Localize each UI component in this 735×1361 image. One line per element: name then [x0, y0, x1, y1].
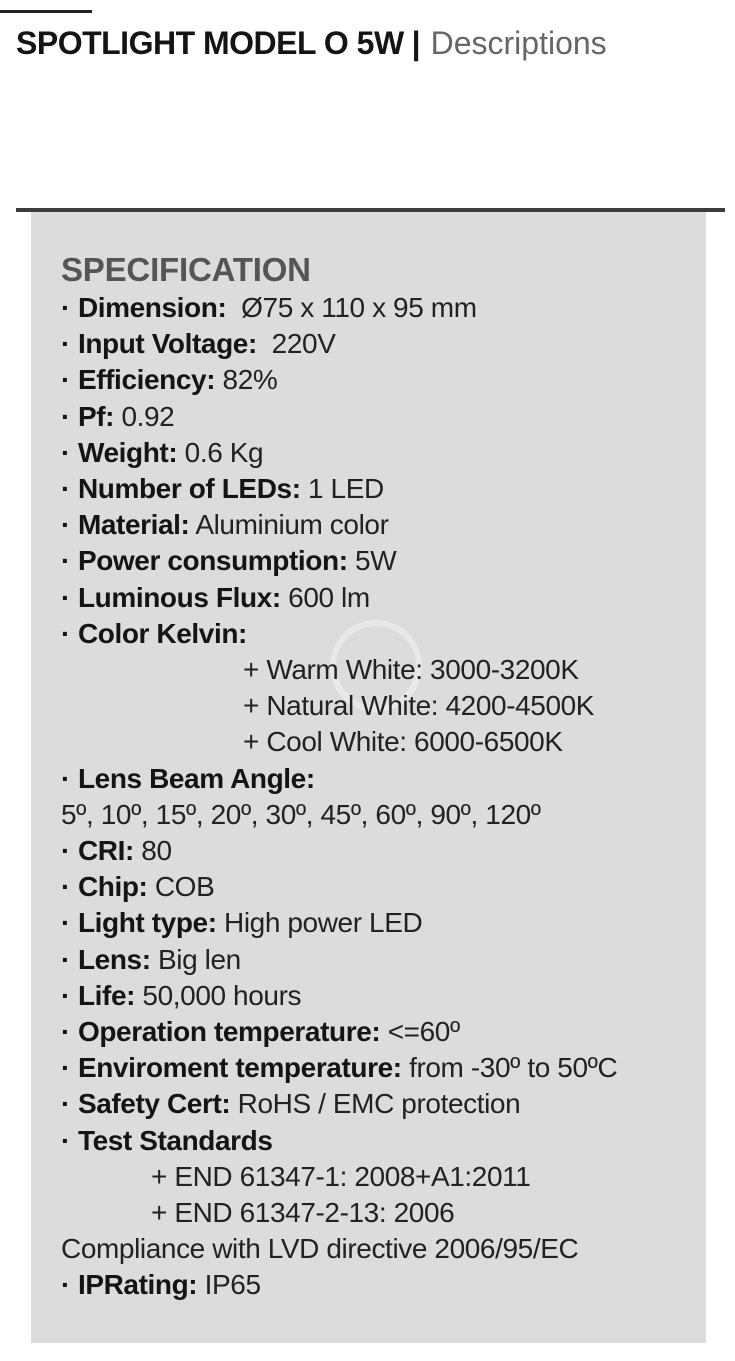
- bullet: ·: [61, 545, 70, 577]
- spec-item-dimension: [61, 290, 701, 326]
- spec-value: 0.92: [114, 400, 175, 432]
- spec-item-lens-beam-angle: [61, 761, 701, 797]
- bullet: ·: [61, 1269, 70, 1301]
- spec-key: IPRating:: [77, 1269, 198, 1301]
- bullet: ·: [61, 907, 70, 939]
- bullet: ·: [61, 1088, 70, 1120]
- bullet: ·: [61, 762, 70, 794]
- bullet: ·: [61, 473, 70, 505]
- spec-item-enviroment-temperature: [61, 1050, 701, 1086]
- spec-value: Ø75 x 110 x 95 mm: [226, 292, 477, 323]
- spec-value: 50,000 hours: [135, 979, 302, 1011]
- bullet: ·: [61, 1016, 70, 1048]
- test-standard: + END 61347-2-13: 2006: [151, 1197, 455, 1229]
- spec-key: Safety Cert:: [77, 1088, 231, 1120]
- spec-key: Chip:: [77, 871, 148, 903]
- spec-key: Operation temperature:: [77, 1016, 381, 1048]
- bullet: ·: [61, 436, 70, 468]
- spec-title: SPECIFICATION: [61, 251, 311, 288]
- spec-key: Test Standards: [77, 1124, 273, 1156]
- spec-item-material: [61, 507, 701, 543]
- spec-value: from -30º to 50ºC: [401, 1052, 618, 1084]
- spec-value: 220V: [256, 328, 336, 360]
- spec-key: Enviroment temperature:: [77, 1052, 402, 1084]
- header-separator: |: [411, 24, 421, 61]
- kelvin-option: + Warm White: 3000-3200K: [243, 654, 579, 686]
- spec-item-operation-temperature: [61, 1014, 701, 1050]
- compliance-note: Compliance with LVD directive 2006/95/EC: [61, 1233, 579, 1265]
- spec-item-luminous-flux: [61, 580, 701, 616]
- spec-value: High power LED: [216, 907, 423, 939]
- spec-content: [61, 250, 701, 1304]
- spec-value: COB: [147, 871, 215, 903]
- spec-item-power-consumption: [61, 543, 701, 579]
- spec-value: Big len: [150, 943, 241, 975]
- spec-item-efficiency: [61, 362, 701, 398]
- spec-item-light-type: [61, 905, 701, 941]
- bullet: ·: [61, 581, 70, 613]
- spec-key: Lens:: [77, 943, 151, 975]
- spec-item-pf: [61, 399, 701, 435]
- spec-value: RoHS / EMC protection: [230, 1088, 521, 1120]
- spec-item-safety-cert: [61, 1086, 701, 1122]
- bullet: ·: [61, 292, 70, 323]
- header-subtitle: Descriptions: [430, 24, 607, 61]
- spec-value: Aluminium color: [189, 509, 389, 541]
- bullet: ·: [61, 509, 70, 541]
- bullet: ·: [61, 1052, 70, 1084]
- spec-item-test-standards: [61, 1123, 701, 1159]
- spec-key: Input Voltage:: [77, 328, 257, 360]
- spec-value: 5W: [347, 545, 397, 577]
- beam-angle-values: 5º, 10º, 15º, 20º, 30º, 45º, 60º, 90º, 120º: [61, 798, 541, 830]
- product-title: SPOTLIGHT MODEL O 5W: [16, 24, 404, 61]
- bullet: ·: [61, 400, 70, 432]
- spec-item-chip: [61, 869, 701, 905]
- bullet: ·: [61, 871, 70, 903]
- bullet: ·: [61, 364, 70, 396]
- spec-key: Pf:: [77, 400, 115, 432]
- spec-value: <=60º: [380, 1016, 460, 1048]
- spec-key: Light type:: [77, 907, 217, 939]
- kelvin-option: + Cool White: 6000-6500K: [243, 726, 563, 758]
- spec-key: Life:: [77, 979, 136, 1011]
- spec-key: Color Kelvin:: [77, 617, 247, 649]
- test-standard: + END 61347-1: 2008+A1:2011: [151, 1160, 531, 1192]
- spec-key: CRI:: [77, 835, 134, 867]
- spec-key: Luminous Flux:: [77, 581, 281, 613]
- spec-key: Material:: [77, 509, 190, 541]
- spec-item-weight: [61, 435, 701, 471]
- kelvin-option: + Natural White: 4200-4500K: [243, 690, 595, 722]
- spec-item-color-kelvin: [61, 616, 701, 652]
- bullet: ·: [61, 1124, 70, 1156]
- page-header: [16, 20, 607, 66]
- spec-key: Power consumption:: [77, 545, 348, 577]
- spec-item-lens: [61, 942, 701, 978]
- bullet: ·: [61, 617, 70, 649]
- bullet: ·: [61, 979, 70, 1011]
- spec-item-number-of-leds: [61, 471, 701, 507]
- spec-value: 80: [133, 835, 172, 867]
- spec-key: Lens Beam Angle:: [77, 762, 315, 794]
- spec-item-ip-rating: [61, 1267, 701, 1303]
- spec-value: IP65: [197, 1269, 261, 1301]
- spec-value: 82%: [215, 364, 278, 396]
- bullet: ·: [61, 943, 70, 975]
- spec-item-life: [61, 978, 701, 1014]
- spec-key: Weight:: [77, 436, 178, 468]
- bullet: ·: [61, 835, 70, 867]
- spec-item-cri: [61, 833, 701, 869]
- spec-value: 1 LED: [300, 473, 384, 505]
- spec-item-input-voltage: [61, 326, 701, 362]
- bullet: ·: [61, 328, 70, 360]
- spec-value: 600 lm: [280, 581, 370, 613]
- spec-value: 0.6 Kg: [177, 436, 264, 468]
- spec-key: Dimension:: [77, 292, 227, 323]
- spec-key: Efficiency:: [77, 364, 216, 396]
- spec-key: Number of LEDs:: [77, 473, 301, 505]
- top-rule: [0, 10, 92, 13]
